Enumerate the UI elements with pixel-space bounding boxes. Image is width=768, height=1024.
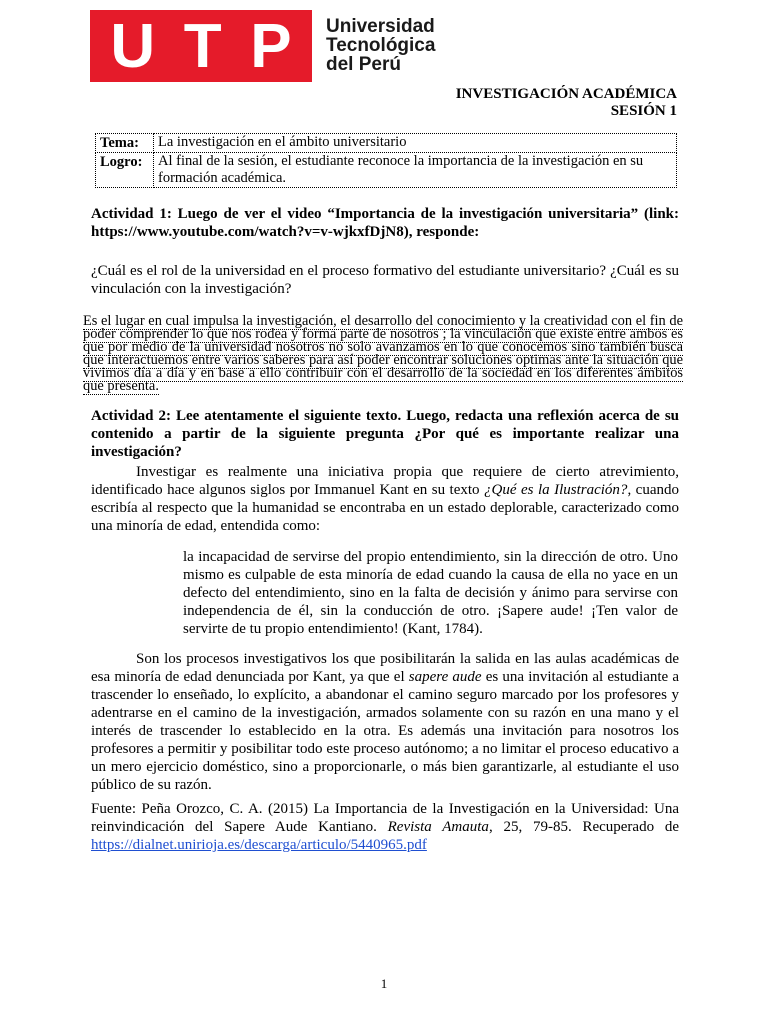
paragraph-1-italic: ¿Qué es la Ilustración?	[484, 482, 628, 498]
paragraph-2-text-b: es una invitación al estudiante a trascender lo enseñado, lo explícito, a abandonar el camino seguro marcado por los profesores y adentrarse en el camino de la investigación, armados solamente con su razón en una mano y el interés de trascender lo establecido en la otra. Es además una invitación para nosotros los profesores a permitir y posibilitar todo este proceso autónomo; a no limitar el proceso educativo a un mero ejercicio doméstico, sino a proporcionarle, o más bien garantizarle, al estudiante el uso público de su razón.	[91, 669, 680, 793]
tema-row	[96, 134, 677, 153]
actividad-1-heading: Actividad 1: Luego de ver el video “Importancia de la investigación universitaria” (link: https://www.youtube.com/watch?v=v-wjkxfDjN8), responde:	[91, 206, 679, 240]
logo-letter-p: P	[250, 11, 292, 81]
logro-label: Logro:	[96, 153, 154, 188]
logo-letters	[90, 10, 312, 82]
university-name-line-1: Universidad	[326, 16, 435, 37]
paragraph-1-text-a: Investigar es realmente una iniciativa propia que requiere de cierto atrevimiento, identificado hace algunos siglos por Immanuel Kant en su texto	[91, 464, 679, 498]
paragraph-2-text-a: Son los procesos investigativos los que posibilitarán la salida en las aulas académicas de esa minoría de edad denunciada por Kant, ya que el	[91, 651, 679, 685]
utp-logo	[90, 10, 436, 82]
paragraph-2-italic: sapere aude	[408, 669, 482, 685]
paragraph-1	[91, 463, 679, 535]
session-label: SESIÓN 1	[610, 103, 677, 119]
source-text-b: , 25, 79-85. Recuperado de	[488, 819, 680, 835]
logro-value: Al final de la sesión, el estudiante reconoce la importancia de la investigación en su formación académica.	[154, 153, 677, 188]
actividad-1-question: ¿Cuál es el rol de la universidad en el proceso formativo del estudiante universitario? ¿Cuál es su vinculación con la investigación?	[91, 263, 679, 297]
source-journal: Revista Amauta	[387, 819, 489, 835]
logro-row	[96, 153, 677, 188]
tema-label: Tema:	[96, 134, 154, 153]
page-number: 1	[380, 976, 388, 991]
actividad-1-answer[interactable]	[83, 315, 683, 393]
document-title: INVESTIGACIÓN ACADÉMICA	[455, 86, 677, 102]
paragraph-1-text-b: , cuando escribía al respecto que la humanidad se encontraba en un estado deplorable, caracterizado como una minoría de edad, entendida como:	[91, 482, 679, 534]
logo-letter-t: T	[183, 11, 222, 81]
actividad-2-heading: Actividad 2: Lee atentamente el siguiente texto. Luego, redacta una reflexión acerca de su contenido a partir de la siguiente pregunta ¿Por qué es importante realizar una investigación?	[91, 408, 679, 460]
answer-text: Es el lugar en cual impulsa la investigación, el desarrollo del conocimiento y la creatividad con el fin de poder comprender lo que nos rodea y forma parte de nosotros ; la vinculación que existe entre ambos es que por medio de la universidad nosotros no solo avanzamos en lo que conocemos sino también busca que interactuemos entre varios saberes para así poder encontrar soluciones optimas ante la situación que vivimos día a día y en base a ello contribuir con el desarrollo de la sociedad en los diferentes ámbitos que presenta.	[83, 313, 683, 394]
source-text-a: Fuente: Peña Orozco, C. A. (2015) La Importancia de la Investigación en la Universidad: Una reinvindicación del Sapere Aude Kantiano.	[91, 801, 679, 835]
source-url-link[interactable]: https://dialnet.unirioja.es/descarga/articulo/5440965.pdf	[91, 837, 427, 853]
paragraph-2	[91, 650, 679, 794]
university-name	[326, 17, 436, 74]
university-name-line-2: Tecnológica	[326, 35, 436, 56]
logo-letter-u: U	[110, 11, 156, 81]
tema-value: La investigación en el ámbito universitario	[154, 134, 677, 153]
source-citation	[91, 800, 679, 854]
kant-quote: la incapacidad de servirse del propio entendimiento, sin la dirección de otro. Uno mismo es culpable de esta minoría de edad cuando la causa de ella no yace en un defecto del entendimiento, sino en la falta de decisión y ánimo para servirse con independencia de él, sin la conducción de otro. ¡Sapere aude! ¡Ten valor de servirte de tu propio entendimiento! (Kant, 1784).	[183, 549, 678, 637]
session-info-table	[95, 133, 677, 188]
university-name-line-3: del Perú	[326, 54, 401, 75]
